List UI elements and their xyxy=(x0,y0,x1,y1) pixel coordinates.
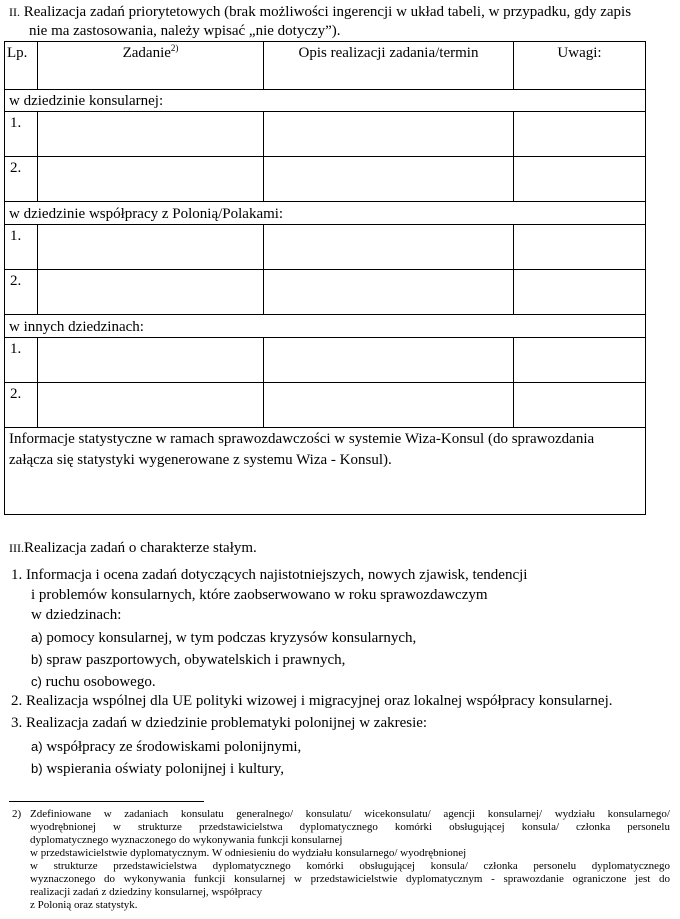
footnote-line: w strukturze przedstawicielstwa dyplomatycznego komórki obsługującej konsula/ członka personelu dyplomatycznego xyxy=(30,860,670,872)
section-ii-title xyxy=(9,3,631,22)
stats-text-line1: Informacje statystyczne w ramach sprawozdawczości w systemie Wiza-Konsul (do sprawozdania xyxy=(9,431,595,447)
section-iii-title xyxy=(9,539,257,558)
sub-text: pomocy konsularnej, w tym podczas kryzysów konsularnych, xyxy=(46,630,417,646)
footnote-separator xyxy=(9,801,204,802)
row-divider xyxy=(4,156,646,157)
footnote-line: Zdefiniowane w zadaniach konsulatu generalnego/ konsulatu/ wicekonsulatu/ agencji konsularnej/ wydziału konsularnego/ xyxy=(30,808,670,820)
header-zadanie-label: Zadanie xyxy=(122,45,171,61)
item-1-line1: 1. Informacja i ocena zadań dotyczących najistotniejszych, nowych zjawisk, tendencji xyxy=(11,567,528,583)
section-ii-numeral: II. xyxy=(9,5,20,19)
group-label-inne: w innych dziedzinach: xyxy=(9,319,144,335)
sub-letter: b) xyxy=(31,652,43,667)
row-divider xyxy=(4,269,646,270)
sub-letter: a) xyxy=(31,739,43,754)
item-1-line3: w dziedzinach: xyxy=(31,607,122,623)
row-divider xyxy=(4,111,646,112)
row-number: 2. xyxy=(10,160,22,176)
section-ii-title-line2: nie ma zastosowania, należy wpisać „nie dotyczy”). xyxy=(29,23,341,39)
header-opis: Opis realizacji zadania/termin xyxy=(298,45,479,61)
row-divider xyxy=(4,382,646,383)
sub-text: spraw paszportowych, obywatelskich i prawnych, xyxy=(46,652,346,668)
section-ii-title-line1: Realizacja zadań priorytetowych (brak możliwości ingerencji w układ tabeli, w przypadku, gdy zapis xyxy=(23,4,632,20)
table-border-top xyxy=(4,41,646,42)
footnote-line: z Polonią oraz statystyk. xyxy=(30,899,138,911)
stats-text-line2: załącza się statystyki wygenerowane z systemu Wiza - Konsul). xyxy=(9,452,392,468)
row-number: 1. xyxy=(10,228,22,244)
priority-tasks-table xyxy=(4,41,646,515)
footnote-line: realizacji zadań z dziedziny konsularnej, współpracy xyxy=(30,886,263,898)
item-3-sub-b xyxy=(31,759,284,779)
footnote-line: wyznaczonego do wykonywania funkcji konsularnej w przedstawicielstwie dyplomatycznym - sprawozdanie ograniczone jest do xyxy=(30,873,670,885)
table-border-bottom xyxy=(4,514,646,515)
sub-text: wspierania oświaty polonijnej i kultury, xyxy=(46,761,285,777)
row-number: 1. xyxy=(10,115,22,131)
column-divider xyxy=(263,111,264,202)
item-1-sub-c xyxy=(31,672,156,692)
item-3: 3. Realizacja zadań w dziedzinie problematyki polonijnej w zakresie: xyxy=(11,715,428,731)
row-number: 2. xyxy=(10,273,22,289)
footnote-marker: 2) xyxy=(12,808,22,820)
footnote-line: w przedstawicielstwie dyplomatycznym. W odniesieniu do wydziału konsularnego/ wyodrębnionej xyxy=(30,847,467,859)
column-divider xyxy=(263,337,264,428)
sub-text: ruchu osobowego. xyxy=(45,674,156,690)
table-header-bottom xyxy=(4,89,646,90)
footnote-ref: 2) xyxy=(170,43,179,53)
section-iii-numeral: III. xyxy=(9,541,24,555)
header-zadanie xyxy=(38,44,263,63)
group-label-konsularna: w dziedzinie konsularnej: xyxy=(9,93,164,109)
header-lp: Lp. xyxy=(7,45,28,61)
column-divider xyxy=(263,224,264,315)
row-divider xyxy=(4,201,646,202)
row-divider xyxy=(4,224,646,225)
group-label-polonia: w dziedzinie współpracy z Polonią/Polakami: xyxy=(9,206,284,222)
header-uwagi: Uwagi: xyxy=(557,45,602,61)
item-1-sub-a xyxy=(31,628,416,648)
item-3-sub-a xyxy=(31,737,301,757)
footnote-line: dyplomatycznego wyznaczonego do wykonywania funkcji konsularnej xyxy=(30,834,343,846)
column-divider xyxy=(37,111,38,202)
table-border-right xyxy=(645,41,646,515)
item-1-line2: i problemów konsularnych, które zaobserwowano w roku sprawozdawczym xyxy=(31,587,488,603)
column-divider xyxy=(513,224,514,315)
column-divider xyxy=(37,224,38,315)
row-divider xyxy=(4,337,646,338)
sub-letter: b) xyxy=(31,761,43,776)
item-1-sub-b xyxy=(31,650,345,670)
footnote-line: wyodrębnionej w strukturze przedstawicielstwa dyplomatycznego komórki obsługującej konsula/ członka personelu xyxy=(30,821,670,833)
column-divider xyxy=(513,337,514,428)
section-iii-title-text: Realizacja zadań o charakterze stałym. xyxy=(24,540,257,556)
column-divider xyxy=(513,111,514,202)
sub-text: współpracy ze środowiskami polonijnymi, xyxy=(46,739,302,755)
item-2: 2. Realizacja wspólnej dla UE polityki wizowej i migracyjnej oraz lokalnej współpracy konsularnej. xyxy=(11,693,613,709)
row-number: 2. xyxy=(10,386,22,402)
row-divider xyxy=(4,427,646,428)
column-divider xyxy=(37,337,38,428)
row-divider xyxy=(4,314,646,315)
table-border-left xyxy=(4,41,5,515)
sub-letter: c) xyxy=(31,674,42,689)
row-number: 1. xyxy=(10,341,22,357)
sub-letter: a) xyxy=(31,630,43,645)
